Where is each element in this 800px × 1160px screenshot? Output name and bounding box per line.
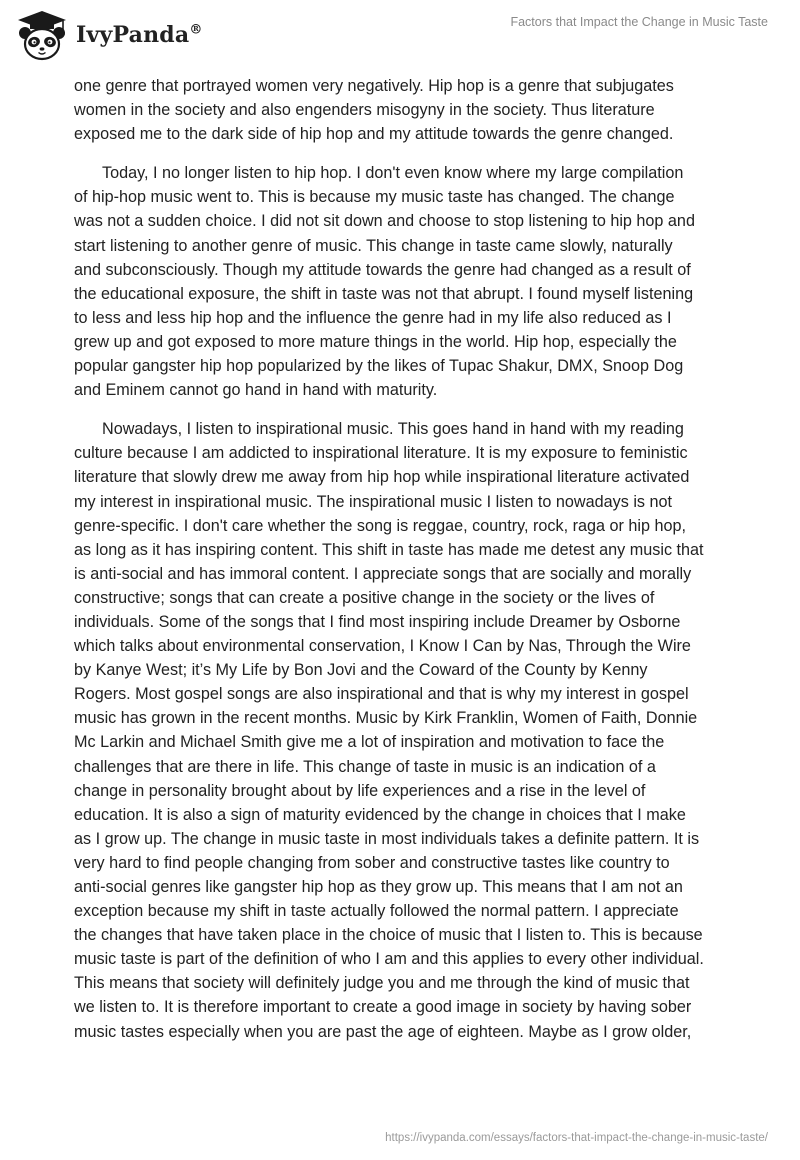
paragraph-line: exposed me to the dark side of hip hop and my attitude towards the genre changed. bbox=[74, 125, 674, 144]
paragraph-line: and subconsciously. Though my attitude towards the genre had changed as a result of bbox=[74, 260, 691, 279]
paragraph-line: women in the society and also engenders misogyny in the society. Thus literature bbox=[74, 101, 655, 120]
paragraph-line: literature that slowly drew me away from hip hop while inspirational literature activated bbox=[74, 468, 690, 487]
panda-graduate-icon bbox=[14, 9, 70, 61]
paragraph-line: to less and less hip hop and the influence the genre had in my life also reduced as I bbox=[74, 308, 672, 327]
paragraph-line: challenges that are there in life. This change of taste in music is an indication of a bbox=[74, 757, 656, 776]
brand-name bbox=[76, 22, 203, 48]
paragraph-line: culture because I am addicted to inspirational literature. It is my exposure to feministic bbox=[74, 444, 688, 463]
paragraph-line: as long as it has inspiring content. This shift in taste has made me detest any music that bbox=[74, 540, 704, 559]
paragraph-line: grew up and got exposed to more mature things in the world. Hip hop, especially the bbox=[74, 332, 677, 351]
paragraph-line: anti-social genres like gangster hip hop as they grow up. This means that I am not an bbox=[74, 878, 683, 896]
paragraph-line: and Eminem cannot go hand in hand with maturity. bbox=[74, 381, 438, 400]
paragraph-line: individuals. Some of the songs that I find most inspiring include Dreamer by Osborne bbox=[74, 612, 681, 631]
paragraph-line: constructive; songs that can create a positive change in the society or the lives of bbox=[74, 588, 655, 607]
paragraph-line: the changes that have taken place in the choice of music that I listen to. This is because bbox=[74, 926, 703, 945]
paragraph-line: exception because my shift in taste actually followed the normal pattern. I appreciate bbox=[74, 902, 679, 921]
paragraph-line: music taste is part of the definition of who I am and this applies to every other individual. bbox=[74, 950, 704, 969]
paragraph bbox=[74, 74, 730, 146]
essay-body bbox=[74, 74, 730, 1059]
page-header bbox=[0, 0, 800, 70]
paragraph-line: start listening to another genre of music. This change in taste came slowly, naturally bbox=[74, 236, 673, 255]
source-url[interactable]: https://ivypanda.com/essays/factors-that-impact-the-change-in-music-taste/ bbox=[385, 1132, 768, 1144]
paragraph-line: popular gangster hip hop popularized by the likes of Tupac Shakur, DMX, Snoop Dog bbox=[74, 357, 684, 376]
paragraph-line: which talks about environmental conservation, I Know I Can by Nas, Through the Wire bbox=[74, 637, 691, 656]
brand-logo[interactable] bbox=[14, 8, 203, 62]
paragraph-line: one genre that portrayed women very negatively. Hip hop is a genre that subjugates bbox=[74, 77, 674, 95]
paragraph-line: the educational exposure, the shift in taste was not that abrupt. I found myself listening bbox=[74, 284, 694, 303]
registered-mark: ® bbox=[189, 22, 203, 38]
paragraph-line: of hip-hop music went to. This is because my music taste has changed. The change bbox=[74, 188, 675, 207]
paragraph-line: my interest in inspirational music. The inspirational music I listen to nowadays is not bbox=[74, 492, 673, 511]
paragraph-line: Nowadays, I listen to inspirational music. This goes hand in hand with my reading bbox=[102, 420, 684, 439]
paragraph-line: change in personality brought about by life experiences and a rise in the level of bbox=[74, 781, 646, 800]
paragraph bbox=[74, 161, 730, 402]
paragraph-line: This means that society will definitely judge you and me through the kind of music that bbox=[74, 974, 690, 993]
paragraph-line: music has grown in the recent months. Music by Kirk Franklin, Women of Faith, Donnie bbox=[74, 709, 698, 728]
paragraph-line: Mc Larkin and Michael Smith give me a lot of inspiration and motivation to face the bbox=[74, 733, 665, 752]
paragraph-line: we listen to. It is therefore important to create a good image in society by having sober bbox=[74, 998, 692, 1017]
paragraph-line: education. It is also a sign of maturity evidenced by the change in choices that I make bbox=[74, 805, 686, 824]
paragraph bbox=[74, 417, 730, 1043]
paragraph-line: was not a sudden choice. I did not sit down and choose to stop listening to hip hop and bbox=[74, 212, 695, 231]
paragraph-line: by Kanye West; it’s My Life by Bon Jovi and the Coward of the County by Kenny bbox=[74, 661, 648, 680]
paragraph-line: Rogers. Most gospel songs are also inspirational and that is why my interest in gospel bbox=[74, 685, 689, 704]
paragraph-line: genre-specific. I don't care whether the song is reggae, country, rock, raga or hip hop, bbox=[74, 516, 686, 535]
paragraph-line: Today, I no longer listen to hip hop. I don't even know where my large compilation bbox=[102, 164, 684, 183]
paragraph-line: music tastes especially when you are past the age of eighteen. Maybe as I grow older, bbox=[74, 1022, 692, 1041]
paragraph-line: very hard to find people changing from sober and constructive tastes like country to bbox=[74, 853, 670, 872]
brand-name-text: IvyPanda bbox=[76, 22, 190, 48]
paragraph-line: as I grow up. The change in music taste in most individuals takes a definite pattern. It is bbox=[74, 829, 700, 848]
paragraph-line: is anti-social and has immoral content. I appreciate songs that are socially and morally bbox=[74, 564, 692, 583]
document-title: Factors that Impact the Change in Music Taste bbox=[510, 15, 768, 29]
